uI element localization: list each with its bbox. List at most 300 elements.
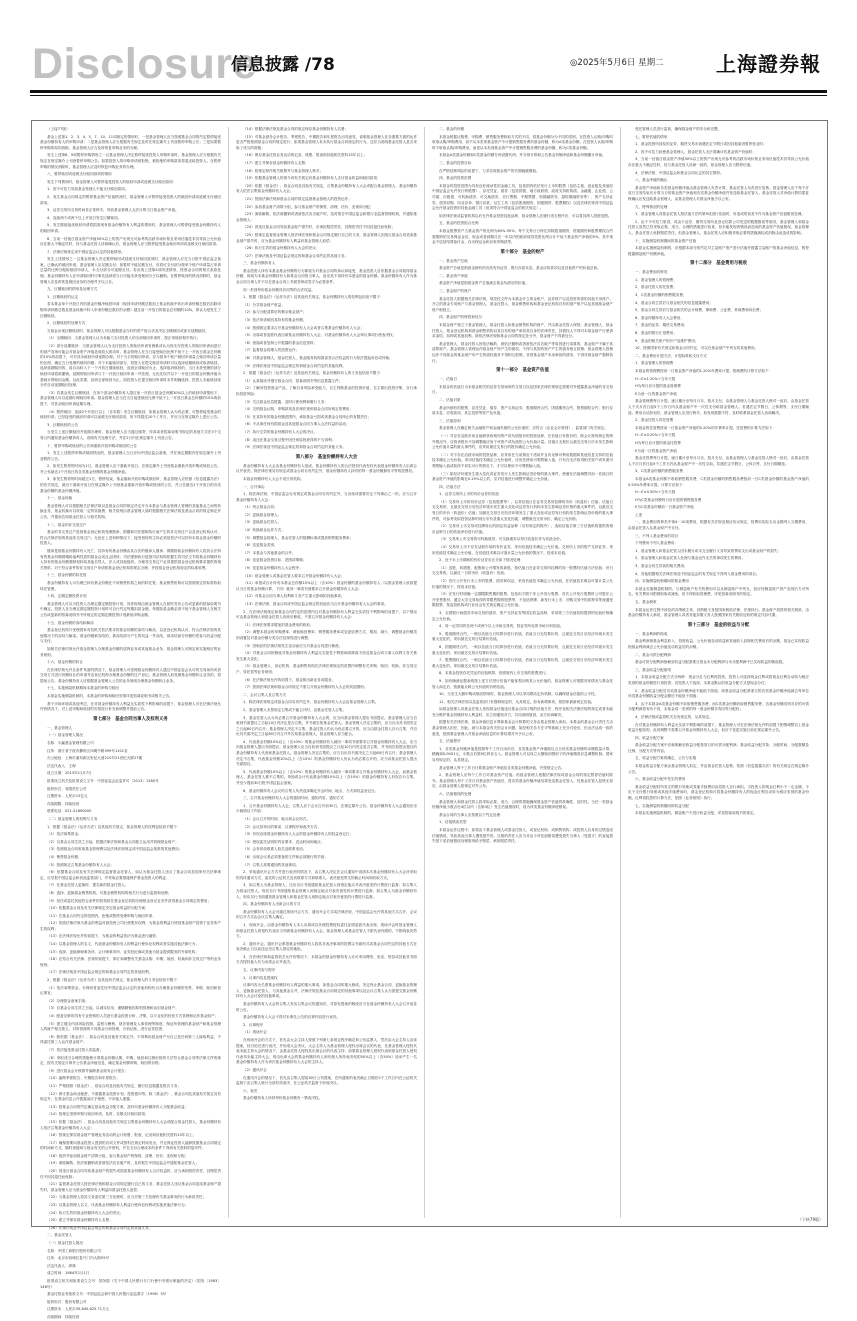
paragraph: （二）基金管理人的权利与义务: [47, 816, 98, 821]
paragraph: 当发生上述巨额赎回并延期办理时，基金管理人应当通过邮寄、传真或者招募说明书规定的其他方式在3个交易日内通知基金份额持有人，说明有关处理方法，并在2日内在规定媒介上刊登公告。: [40, 430, 221, 440]
paragraph: （2）部分延期赎回：当基金管理人认为支付投资人的赎回申请有困难或认为因支付投资人的赎回申请而进行的财产变现可能会对基金资产净值造成较大波动时，基金管理人在当日接受赎回比例不低于上一开放日基金总份额的10%的前提下，可对其余赎回申请延期办理。对于当日的赎回申请，应当按单个账户赎回申请量占赎回申请总量的比例，确定当日受理的赎回份额；对于未能赎回部分，投资人在提交赎回申请时可以选择延期赎回或取消赎回。选择延期赎回的，将自动转入下一个开放日继续赎回，直到全部赎回为止；选择取消赎回的，当日未获受理的部分赎回申请将被撤销。延期的赎回申请与下一开放日赎回申请一并处理，无优先权并以下一开放日的基金份额净值为基础计算赎回金额，以此类推，直到全部赎回为止。如投资人在提交赎回申请时未作明确选择，投资人未能赎回部分作自动延期赎回处理。: [40, 344, 221, 388]
paragraph: 3、当前一估值日基金资产净值50%以上的资产出现无可参考的活跃市场价格且采用估值技术仍导致公允价值存在重大不确定性时，经与基金托管人协商一致的，基金管理人应当暂停估值；: [628, 157, 809, 167]
paragraph: （1）认真阅读并遵守基金合同、招募说明书等信息披露文件；: [243, 378, 343, 383]
paragraph: 本基金份额持有人大会不设日常机构。: [243, 476, 305, 481]
paragraph: 二、会议召集人及召集方式: [243, 692, 287, 697]
paragraph: 本基金A类基金份额不收取销售服务费，C类基金份额的销售服务费按前一日C类基金份额的基金资产净值的0.50%年费率计提。计算方法如下：: [628, 476, 809, 487]
paragraph: （1）交易所上市的有价证券（包括股票等），以其估值日在证券交易所挂牌的市价（收盘价）估值；估值日无交易的，且最近交易日后经济环境未发生重大变化或证券发行机构未发生影响证券价格的重大事件的，以最近交易日的市价（收盘价）估值；如最近交易日后经济环境发生了重大变化或证券发行机构发生影响证券价格的重大事件的，可参考类似投资品种的现行市价及重大变化因素，调整最近交易市价，确定公允价格。: [432, 499, 613, 521]
paragraph: （4）授权委托证明的内容要求、送达时间和地点；: [243, 839, 325, 844]
paragraph: 3、如发生暂停的时间超过1日，暂停结束，基金重新开放申购或赎回时，基金管理人应依照《信息披露办法》的有关规定，最迟于重新开放日在规定媒介上刊登基金重新开放申购或赎回的公告，并公告最近1个开放日的各类基金份额的基金份额净值。: [40, 477, 221, 493]
paragraph: （22）当基金管理人将其义务委托第三方处理时，应当对第三方处理有关基金事务的行为承担责任；: [47, 1195, 207, 1200]
paragraph: 发生上述第8、9项暂停申购情形之一且基金管理人决定暂停接受投资人申购申请时，基金管理人应当根据有关规定在规定媒介上刊登暂停申购公告。如果投资人的申购申请被拒绝，被拒绝的申购款项将退还给投资人。在暂停申购的情况消除时，基金管理人应及时恢复申购业务的办理。: [40, 153, 221, 169]
paragraph: 3、基金托管人认为有必要召开基金份额持有人大会的，应当向基金管理人提出书面提议。基金管理人应当自收到书面提议之日起10日内决定是否召集，并书面告知基金托管人。基金管理人决定召集的，应当自出具书面决定之日起60日内召开；基金管理人决定不召集，基金托管人仍认为有必要召开的，应当由基金托管人自行召集，并自出具书面决定之日起60日内召开并告知基金管理人，基金管理人应当配合。: [236, 715, 417, 737]
paragraph: （1）依法募集资金，办理或者委托经中国证监会认定的其他机构代为办理基金份额的发售、申购、赎回和登记事宜；: [40, 985, 221, 996]
paragraph: 本基金的托管费按前一日基金资产净值的0.20%的年费率计提。托管费的计算方法如下：: [635, 425, 776, 430]
paragraph: 批准设立机关和批准设立文号：国务院《关于中国人民银行专门行使中央银行职能的决定》（国发〔1983〕146号）: [40, 1278, 221, 1289]
paragraph: （1）会议召开的时间、地点和会议形式；: [243, 817, 310, 821]
paragraph: （2）了解所投资基金产品，了解自身风险承受能力，自主判断基金的投资价值，自主做出投资决策，自行承担投资风险；: [236, 386, 417, 396]
paragraph: （4）转换基金运作方式；: [243, 528, 285, 533]
paragraph: 法定代表人：廖林: [47, 1263, 76, 1268]
paragraph: 基金管理人可以根据相关法律法规以及基金合同的规定决定开办本基金与基金管理人管理的其他基金之间的转换业务，基金转换可以收取一定的转换费，相关规则由基金管理人届时根据相关法律法规及基金合同的规定制定并公告，并提前告知基金托管人与相关机构。: [40, 503, 221, 520]
paragraph: 四、收益分配方案: [635, 735, 664, 740]
paragraph: 注册资本：人民币35,640,625.71万元: [47, 1307, 110, 1312]
paragraph: 本基金A类基金份额和C类基金份额分别设置代码，并分别计算和公告基金份额净值和基金份额累计净值。: [439, 153, 606, 158]
paragraph: （2）调整本基金的申购费率、调低赎回费率、销售服务费率或变更收费方式，增加、减少、调整基金份额类别设置及对基金份额分类办法及规则进行调整；: [236, 630, 417, 640]
paragraph: 6、国债期货合约，一般以估值当日结算价进行估值，估值当日无结算价的，且最近交易日后经济环境未发生重大变化的，采用最近交易日结算价估值。: [432, 644, 613, 655]
paragraph: （8）选择、更换基金销售机构，对基金销售机构的相关行为进行监督和处理；: [47, 890, 172, 895]
section-heading: 第十三部分 基金的收益与分配: [687, 622, 750, 628]
paragraph: 1、巨额赎回的认定: [47, 294, 79, 299]
paragraph: 2、根据《基金法》《运作办法》及其他有关规定，基金份额持有人的义务包括但不限于：: [243, 371, 384, 376]
paragraph: （7）召集人需要通知的其他事项。: [243, 862, 300, 867]
paragraph: 基金投资人持有本基金基金份额的行为即视为对基金合同的承认和接受，基金投资人自依据基金合同取得基金份额，即成为本基金份额持有人和基金合同的当事人，直至其不再持有本基金的基金份额。基金份额持有人作为基金合同当事人并不以在基金合同上书面签章或签字为必要条件。: [236, 268, 417, 285]
paragraph: 十、暂停申购或赎回的公告和重新开放申购或赎回的公告: [47, 443, 137, 448]
paragraph: 1、根据《基金法》《运作办法》及其他有关规定，基金份额持有人的权利包括但不限于：: [243, 295, 384, 300]
paragraph: 二、估值对象: [439, 397, 461, 402]
paragraph: 1、证券交易所上市的有价证券的估值: [439, 492, 499, 497]
paragraph: 3、全国银行间债券市场交易的债券、资产支持证券等固定收益品种，采用第三方估值机构提供的估值价格确定公允价值。: [432, 610, 613, 621]
paragraph: （13）法律法规、基金合同或中国证监会规定的其他应当召开基金份额持有人大会的事项。: [243, 602, 388, 606]
paragraph: （9）进行基金会计核算并编制基金财务会计报告；: [47, 1068, 129, 1073]
paragraph: 基金管理人、基金托管人因依法解散、被依法撤销或者被依法宣告破产等原因进行清算的，基金财产不属于其清算财产。基金管理人管理运作基金财产所产生的债权，不得与其固有资产产生的债务相互抵销；基金管理人管理运作不同基金的基金财产所产生的债权债务不得相互抵销。非因基金财产本身承担的债务，不得对基金财产强制执行。: [432, 341, 613, 363]
paragraph: （18）组织并参加基金财产清算小组，参与基金财产的保管、清理、估价、变现和分配；: [47, 1153, 189, 1158]
paragraph: （上接77版）: [47, 127, 70, 131]
paragraph: 4、基金合同生效后与基金相关的信息披露费用；: [635, 300, 713, 305]
paragraph: 上述: [635, 512, 643, 517]
paragraph: 基金资产总值是指基金拥有的各类有价证券、银行存款本息、基金应收款项以及其他资产的价值总和。: [439, 266, 601, 271]
paragraph: 3、C类基金份额的销售服务费；: [635, 293, 687, 298]
paragraph: （12）依照法律法规为基金的利益对被投资公司行使股东权利，为基金的利益行使因基金财产投资于证券所产生的权利；: [40, 921, 221, 931]
paragraph: 7、股票期权合约，一般以估值当日结算价进行估值，估值当日无结算价的，且最近交易日后经济环境未发生重大变化的，采用最近交易日结算价估值。: [432, 658, 613, 668]
paragraph: 6、当前一估值日基金资产净值50%以上的资产出现无可参考的活跃市场价格且采用估值技术仍导致公允价值存在重大不确定性时，经与基金托管人协商确认后，基金管理人应当暂停接受基金赎回申请或延缓支付赎回款项。: [40, 236, 221, 247]
paragraph: 2、基金托管人的托管费: [635, 418, 674, 423]
paragraph: （4）按照规定要求召开基金份额持有人大会或者召集基金份额持有人大会；: [243, 325, 364, 330]
paragraph: 基金资产净值和各类基金份额净值由基金管理人负责计算，基金托管人负责进行复核。基金管理人应于每个开放日交易结束后计算当日的基金资产净值和各类基金份额净值并发送给基金托管人。基金托管人对净值计算结果复核确认后发送给基金管理人，由基金管理人对基金净值予以公布。: [628, 185, 809, 201]
masthead-rule-thin: [30, 95, 827, 96]
paragraph: 二、基金费用计提方法、计提标准和支付方式: [635, 353, 707, 358]
paragraph: 在现场开会的方式下，首先由大会主持人按照下列第七条规定程序确定和公布监票人，然后由大会主持人宣读提案，经讨论后进行表决，并形成大会决议。大会主持人为基金管理人授权出席会议的代表，在基金管理人授权代表未能主持大会的情况下，由基金托管人授权其出席会议的代表主持；如果基金管理人授权代表和基金托管人授权代表均未能主持大会，则由出席大会的基金份额持有人和代理人所持表决权的50%以上（含50%）选举产生一名基金份额持有人作为该次基金份额持有人大会的主持人。: [236, 1038, 417, 1065]
paragraph: 3、如召集人为基金管理人，还应另行书面通知基金托管人到指定地点对表决意见的计票进行监督；如召集人为基金托管人，则应另行书面通知基金管理人到指定地点对表决意见的计票进行监督；如召集人为基金份额持有人，则应另行书面通知基金管理人和基金托管人到指定地点对表决意见的计票进行监督。: [236, 883, 417, 899]
paragraph: （2）参与分配清算后的剩余基金财产；: [243, 310, 307, 315]
paragraph: 成立时间：1984年1月1日: [47, 1271, 90, 1276]
paragraph: （3）自基金合同生效之日起，以诚实信用、谨慎勤勉的原则管理和运用基金财产；: [47, 1006, 179, 1011]
paragraph: 本基金实施侧袋机制的，应根据本部分的约定对主袋账户资产进行估值并披露主袋账户的基金净值信息，暂停披露侧袋账户份额净值。: [628, 246, 809, 256]
paragraph: 1、各类基金份额净值是按照每个工作日闭市后，各类基金资产净值除以当日该类基金份额的余额数量计算，精确到0.0001元，小数点后第5位四舍五入。基金管理人可以设立大额赎回情形下的净值精度应急调整机制。国家另有规定的，从其规定。: [432, 746, 613, 763]
paragraph: （11）在基金合同约定的范围内，拒绝或暂停受理申购与赎回申请；: [47, 913, 156, 918]
paragraph: （13）按基金合同的约定确定基金收益分配方案，及时向基金份额持有人分配基金收益；: [47, 1104, 189, 1109]
paragraph: （17）法律法规及中国证监会规定的和基金合同约定的其他权利。: [47, 970, 153, 975]
paragraph: 住所：北京市西城区复兴门内大街55号: [47, 1256, 110, 1261]
paragraph: 基金收益分配时所发生的银行转账或其他手续费用由投资人自行承担。当投资人的现金红利小于一定金额，不足于支付银行转账或其他手续费用时，基金登记机构可将基金份额持有人的现金红利自动转为相应类别的基金份额。红利再投资的计算方法，依照《业务规则》执行。: [628, 784, 809, 801]
paragraph: 本基金的管理费按前一日基金资产净值的1.20%年费率计提。管理费的计算方法如下：: [635, 369, 773, 373]
paragraph: 1、基金管理人的管理费；: [635, 277, 677, 282]
paragraph: （3）依法申请赎回其持有的基金份额；: [243, 318, 307, 323]
paragraph: 基金份额持有人大会不得对未事先公告的议事内容进行表决。: [243, 1015, 341, 1020]
paragraph: （18）按规定制作相关账册并与基金管理人核对；: [243, 168, 324, 173]
paragraph: 十一、基金转换: [47, 496, 73, 501]
paragraph: （23）以基金管理人名义，代表基金份额持有人利益行使诉讼权利或实施其他法律行为；: [47, 1203, 189, 1208]
paragraph: 在法律法规允许且条件具备的情况下，基金管理人可受理基金份额持有人通过中国证监会认可的交易场所或者交易方式进行份额转让的申请并由登记机构办理基金份额的过户登记。基金管理人拟受理基金份额转让业务的，将提前公告，基金份额持有人应根据基金管理人公告的业务规则办理基金份额转让业务。: [40, 667, 221, 683]
paragraph: 1、基金管理人或基金托管人按估值方法的第9项进行估值时，所造成的误差不作为基金资产估值错误处理。: [635, 212, 805, 217]
paragraph: 基金托管费每日计提，逐日累计至每月月末，按月支付，由基金管理人与基金托管人核对一致后，由基金托管人于次月首日起5个工作日内从基金财产中一次性支取。若遇法定节假日、公休日等，支付日期顺延。: [628, 456, 809, 466]
paragraph: 六、表决: [243, 1088, 258, 1093]
paragraph: （5）调整基金管理人、基金托管人的报酬标准或提高销售服务费率；: [243, 535, 354, 540]
paragraph: 本基金运作过程中，如果由于基金管理人或基金托管人、或登记机构、或销售机构、或投资人自身的过错造成估值错误，导致其他当事人遭受损失的，过错的责任人应当对由于该估值错误遭受损失当事人（受损方）的直接损失按下述估值错误处理原则给予赔偿，承担赔偿责任。: [432, 827, 613, 844]
paragraph: 基金管理人可以为投资人办理定期定额投资计划，具体规则由基金管理人在届时发布公告或更新的招募说明书中确定。投资人在办理定期定额投资计划时可自行约定每期扣款金额，每期扣款金额必须不低于基金管理人在相关公告或更新的招募说明书中所规定的定期定额投资计划最低申购金额。: [40, 601, 221, 617]
paragraph: E为前一日的基金资产净值: [635, 391, 677, 396]
paragraph: （3）有权出席基金份额持有人大会的基金份额持有人的权益登记日；: [243, 832, 354, 837]
paragraph: 根据有关法律法规，基金净值信息计算和基金会计核算的义务由基金管理人承担。本基金的基金会计责任方由基金管理人担任，因此，就与本基金有关的会计问题，如经相关各方在平等基础上充分讨论后，仍无法达成一致的意见，按照基金管理人对基金净值信息的计算结果对外予以公布。: [432, 720, 613, 736]
paragraph: （16）在符合有关法律、法规的前提下，制订和调整有关基金认购、申购、赎回、转换和非交易过户等的业务规则；: [40, 957, 221, 967]
paragraph: 四、基金的投资范围: [439, 176, 472, 181]
paragraph: 八、暂停赎回或延缓支付赎回款项的情形: [47, 172, 112, 177]
paragraph: 9、基金的相关账户的开户及维护费用；: [635, 338, 699, 343]
paragraph: （6）除依据《基金法》、基金合同及其他有关规定外，不得利用基金财产为自己及任何第三人谋取利益，不得委托第三人运作基金财产；: [40, 1034, 221, 1045]
paragraph: （21）监督基金托管人按法律法规和基金合同规定履行自己的义务，基金托管人违反基金合同造成基金财产损失时，基金管理人应为基金份额持有人利益向基金托管人追偿；: [40, 1182, 221, 1192]
paragraph: （23）面临解散、依法被撤销或者被依法宣告破产时，及时报告中国证监会和银行业监督管理机构，并通知基金管理人；: [236, 212, 417, 222]
paragraph: 1、除法律法规、中国证监会另有规定或基金合同另有约定外，当出现或需要决定下列事由之一的，应当召开基金份额持有人大会：: [236, 492, 417, 502]
paragraph: （25）按规定监督基金管理人按法律法规和基金合同规定履行自己的义务，基金管理人因违反基金合同造成基金财产损失时，应为基金份额持有人利益向基金管理人追偿；: [236, 232, 417, 243]
paragraph: 若本基金单个开放日内的基金份额净赎回申请（赎回申请份额总数加上基金转换中转出申请份额总数后扣除申购申请份额总数及基金转换中转入申请份额总数后的余额）超过前一开放日的基金总份额的10%，即认为是发生了巨额赎回。: [40, 302, 221, 318]
paragraph: 4、其他根据相关法律法规及中国证监会的有关规定不得列入基金费用的项目。: [635, 571, 760, 576]
continuation-tag: （下转79版）: [797, 1217, 823, 1222]
paragraph: 二、基金托管人: [47, 1233, 73, 1238]
paragraph: （7）执行生效的基金份额持有人大会的决议；: [243, 429, 318, 434]
paragraph: 5、代表基金份额10%以上（含10%）的基金份额持有人就同一事项要求召开基金份额持有人大会，而基金管理人、基金托管人都不召集的，单独或合计代表基金份额10%以上（含10%）的基金份额持有人有权自行召集，并至少提前30日报中国证监会备案。: [236, 769, 417, 786]
paragraph: 1、基金投资所涉及的证券、期货交易市场遇法定节假日或因其他原因暂停营业时；: [635, 142, 767, 147]
paragraph: 四、基金财产的保管和处分: [439, 315, 483, 320]
paragraph: 2、处于未上市期间的有价证券应区分如下情况处理：: [439, 558, 524, 563]
paragraph: （2）自基金合同生效之日起，根据法律法规和基金合同独立运用并管理基金财产；: [47, 839, 179, 844]
paragraph: （10）编制季度报告、中期报告和年度报告；: [47, 1076, 120, 1081]
paragraph: （5）建立健全内部风险控制、监察与稽核、财务管理及人事管理等制度，保证所管理的基金财产和基金管理人的财产相互独立，对所管理的不同基金分别管理，分别记账，进行证券投资；: [40, 1021, 221, 1032]
paragraph: 九、巨额赎回的情形及处理方式: [47, 287, 98, 292]
paragraph: H为每日应计提的基金托管费: [635, 440, 681, 445]
paragraph: （16）按规定保存基金财产管理业务活动的会计账册、报表、记录和其他相关资料15年以上；: [47, 1133, 197, 1138]
paragraph: 基金份额持有人可办理已持有基金份额在不同销售机构之间的转托管，基金销售机构可以按照规定的标准收取转托管费。: [40, 580, 221, 591]
paragraph: 2、基金管理人和基金托管人处理与基金运作无关的事项发生的费用；: [635, 556, 746, 561]
paragraph: 九、特殊情况的处理: [635, 204, 668, 209]
paragraph: 三、召开基金份额持有人大会的通知时间、通知内容、通知方式: [243, 796, 344, 801]
paragraph: 1、现场开会。由基金份额持有人本人出席或以代理投票授权委托证明委派代表出席，现场开会时基金管理人和基金托管人的授权代表应当列席基金份额持有人大会，基金管理人或基金托管人不派代表列席的，不影响表决效力。: [236, 922, 417, 939]
paragraph: 4、代表基金份额10%以上（含10%）的基金份额持有人就同一事项书面要求召开基金份额持有人大会，应当向基金管理人提出书面提议。基金管理人应当自收到书面提议之日起10日内决定是否召集，并书面告知提出提议的基金份额持有人代表和基金托管人。基金管理人决定召集的，应当自出具书面决定之日起60日内召开；基金管理人决定不召集，代表基金份额10%以上（含10%）的基金份额持有人仍认为有必要召开的，应当向基金托管人提出书面提议。: [236, 739, 417, 767]
paragraph: （26）法律法规及中国证监会规定的和基金合同约定的其他义务。: [47, 1225, 153, 1230]
paragraph: 本基金根据认购费、申购费、销售服务费收取方式的不同，将基金份额分为不同的类别。在投资人认购/申购时收取认购/申购费用，但不从本类别基金资产中计提销售服务费的基金份额，称为A类基金份额；在投资人认购/申购时不收取认购/申购费用，而是从本类别基金资产中计提销售服务费的基金份额，称为C类基金份额。: [432, 134, 613, 150]
paragraph: 名称：永赢基金管理有限公司: [47, 741, 94, 746]
paragraph: 4、法律法规、中国证监会和基金合同认定的其它情形。: [635, 170, 724, 175]
paragraph: （7）依法接受基金托管人的监督；: [47, 1047, 104, 1052]
paragraph: 一、基金费用的种类中第4－10项费用，根据有关法规及相应协议规定，按费用实际支出金额列入当期费用，由基金托管人从基金财产中支付。: [628, 520, 809, 531]
paragraph: （6）出席会议者必须准备的文件和必须履行的手续；: [243, 854, 328, 859]
paragraph: 十五、基金份额的冻结和解冻: [47, 620, 94, 625]
paragraph: 发生上述情形之一且基金管理人决定暂停赎回或延缓支付赎回款项时，基金管理人应在当日报中国证监会备案，已确认的赎回申请，基金管理人应足额支付；如暂时不能足额支付，应将可支付部分按单个账户申请量占申请总量的比例分配给赎回申请人，未支付部分可延期支付。若出现上述第4项所述情形，按基金合同的相关条款处理。基金份额持有人在申请赎回时可事先选择将当日可能未获受理部分予以撤销。在暂停赎回的情况消除时，基金管理人应及时恢复赎回业务的办理并予以公告。: [40, 257, 221, 284]
paragraph: （21）按照法律法规和基金合同的规定监督基金管理人的投资运作；: [243, 196, 352, 201]
paragraph: 十、实施侧袋机制期间的基金资产估值: [635, 238, 697, 243]
paragraph: E为前一日的基金资产净值: [635, 448, 677, 453]
paragraph: 3、巨额赎回的公告: [47, 422, 79, 427]
paragraph: 10、按照国家有关规定和基金合同约定，可以在基金财产中列支的其他费用。: [635, 346, 759, 351]
text-column-2: [236, 127, 417, 1218]
paragraph: 2、议事程序: [243, 1022, 264, 1027]
paragraph: 5、发生继续接受赎回申请将损害现有基金份额持有人利益的情形时，基金管理人可暂停接受基金份额持有人的赎回申请。: [40, 223, 221, 233]
paragraph: 本基金财产独立于基金管理人、基金托管人和基金销售机构的财产，并由基金托管人保管。基金管理人、基金托管人、基金登记机构和基金销售机构以其自有的财产承担其自身的法律责任，其债权人不得对本基金财产行使请求冻结、扣押或其他权利。除依法律法规和基金合同的规定处分外，基金财产不得被处分。: [432, 323, 613, 339]
paragraph: （5）按照规定召集基金份额持有人大会；: [47, 862, 114, 867]
paragraph: （4）销售基金份额；: [47, 854, 82, 859]
column-divider: [620, 127, 621, 1218]
paragraph: 基金管理费每日计提，逐日累计至每月月末，按月支付，由基金管理人与基金托管人核对一致后，由基金托管人于次月首日起5个工作日内从基金财产中一次性支付给基金管理人。若遇法定节假日、公休假等，支付日期顺延。费用自动扣划后，基金管理人应进行核对，如发现数据不符，及时联系基金托管人协商解决。: [628, 399, 809, 415]
paragraph: 5、股指期货合约，一般以估值当日结算价进行估值，估值当日无结算价的，且最近交易日后经济环境未发生重大变化的，采用最近交易日结算价估值。: [432, 631, 613, 642]
paragraph: 1、除法律法规规定或基金合同另有约定外，基金份额持有人大会由基金管理人召集。: [243, 700, 379, 705]
paragraph: 2、采取通讯开会方式并进行表决的情况下，由召集人决定在会议通知中说明本次基金份额持有人大会所采取的具体通讯方式、委托的公证机关及其联系方式和联系人、表决意见寄交的截止时间和收取方式。: [236, 870, 417, 880]
paragraph: 十六、基金份额的转让: [47, 660, 83, 665]
paragraph: 注册资本：人民币15亿元: [47, 794, 88, 799]
paragraph: 基金合同的当事人应按照以下约定处理：: [439, 812, 504, 817]
paragraph: 五、估值程序: [439, 739, 461, 744]
paragraph: 二、基金资产净值: [439, 273, 468, 278]
paragraph: （8）变更基金投资目标、范围或策略；: [243, 558, 307, 563]
paragraph: （2）更换基金管理人；: [243, 512, 282, 517]
paragraph: 一、基金管理人: [47, 725, 73, 730]
paragraph: 住所：浙江省宁波市鄞州区四明中路399号1101室: [47, 748, 128, 753]
paragraph: 6、基金份额持有人会议的召集人负责选择确定开会时间、地点、方式和权益登记日。: [243, 788, 379, 793]
paragraph: （5）会务常设联系人姓名及联系电话；: [243, 847, 307, 852]
paragraph: （5）出席或者委派代表出席基金份额持有人大会，对基金份额持有人大会审议事项行使表决权；: [243, 333, 397, 338]
paragraph: 基于市场环境或其他考虑，在对基金份额持有人利益无实质性不利影响的前提下，基金管理人可在法律法规允许的情况下，对上述申购和赎回的安排进行补充和调整并提前公告。: [40, 701, 221, 712]
paragraph: 2、如发生暂停的时间为1日，基金管理人应于重新开放日，在规定媒介上刊登基金重新开放申购或赎回公告，并公布最近1个开放日的各类基金份额的基金份额净值。: [40, 464, 221, 474]
paragraph: （6）在法律法规允许的前提下，基金推出新业务或服务；: [243, 677, 336, 682]
paragraph: 2、在法律法规规定和基金合同约定的范围内且对基金份额持有人利益无实质性不利影响的前提下，以下情况可由基金管理人和基金托管人协商后修改，不需召开基金份额持有人大会：: [236, 609, 417, 620]
paragraph: （22）参加基金财产清算小组，参与基金财产的保管、清理、估价、变现和分配；: [243, 204, 374, 209]
paragraph: 基金管理人和基金托管人将采取必要、适当、合理的措施确保基金资产估值的准确性、及时性。当任一类基金份额净值小数点后4位以内（含第4位）发生估值错误时，视为该类基金份额净值错误。: [432, 799, 613, 810]
paragraph: （8）返还在基金交易过程中因任何原因获得的不当得利；: [243, 437, 336, 442]
paragraph: （6）依据基金合同及有关法律规定监督基金托管人，如认为基金托管人违反了基金合同及国家有关法律规定，应呈报中国证监会和其他监管部门，并采取必要措施保护基金投资人的利益；: [40, 870, 221, 880]
paragraph: （7）在基金托管人更换时，提名新的基金托管人；: [47, 883, 129, 888]
paragraph: 三、基金的投资目标: [439, 160, 472, 165]
paragraph: （3）因相应的法律法规发生变动而应当对基金合同进行修改；: [243, 643, 343, 648]
paragraph: 八、基金净值的确认: [635, 178, 668, 183]
paragraph: （15）依据《基金法》、基金合同及其他有关规定召集基金份额持有人大会或配合基金托管人、基金份额持有人依法召集基金份额持有人大会；: [40, 1119, 221, 1130]
paragraph: 五、议事内容与程序: [243, 968, 276, 973]
paragraph: 一、召开事由: [243, 484, 265, 489]
paragraph: （3）若基金发生巨额赎回，在单个基金份额持有人超过前一开放日基金总份额30%以上的赎回申请情形下，基金管理人可以延期办理赎回申请。基金管理人应当在当日接受赎回比例不低于上一开放日基金总份额的10%的前提下，对其余赎回申请延期办理。: [40, 390, 221, 406]
section-heading: 第七部分 基金合同当事人及权利义务: [93, 716, 168, 722]
paragraph: 五、基金税收: [635, 600, 657, 604]
paragraph: 存续期间：持续经营: [47, 1314, 80, 1319]
paragraph: （8）对基金管理人、基金托管人、基金服务机构损害其合法权益的行为依法提起诉讼或仲裁；: [243, 356, 393, 360]
paragraph: （14）以基金管理人的名义，代表基金份额持有人的利益行使诉讼权利或者实施其他法律行为；: [47, 942, 199, 947]
paragraph: （25）建立并保存基金份额持有人名册；: [47, 1218, 113, 1223]
paragraph: 2、发生基金合同规定的暂停基金资产估值情况时，基金管理人可暂停接受投资人的赎回申请或延缓支付赎回款项。: [40, 194, 221, 205]
paragraph: 2、基金托管人的托管费；: [635, 285, 677, 290]
paragraph: 3、证券交易所交易时间非正常停市，导致基金管理人无法计算当日基金资产净值。: [47, 208, 179, 213]
paragraph: 8、基金的银行汇划费用；: [635, 331, 677, 336]
paragraph: （1）终止基金合同；: [243, 505, 278, 510]
paragraph: 法定代表人：王海: [47, 763, 76, 768]
paragraph: （14）按规定受理申购与赎回申请，及时、足额支付赎回款项；: [47, 1112, 149, 1117]
paragraph: 办公地址：上海市浦东新区世纪大道210号21世纪大厦27楼: [47, 756, 143, 761]
paragraph: 本基金的投资范围为具有良好流动性的金融工具，包括国内依法发行上市的股票（包括主板、创业板及其他经中国证监会允许发行的股票）、存托凭证、债券（包括国债、地方政府债、政府支持机构债、金融债、企业债、公司债、次级债、可转换债券、可交换债券、央行票据、中期票据、短期融资券、超短期融资券等）、资产支持证券、债券回购、同业存单、银行存款、衍生工具（包括股指期货、国债期货、股票期权）以及法律法规或中国证监会允许基金投资的其他金融工具（但须符合中国证监会的相关规定）。: [432, 183, 613, 211]
paragraph: （24）执行生效的基金份额持有人大会的决议；: [47, 1210, 124, 1215]
paragraph: （10）依据基金合同及有关法律规定决定基金收益的分配方案；: [47, 906, 149, 911]
paragraph: 如法律法规或监管机构以后允许基金投资其他品种，基金管理人在履行适当程序后，可以将其纳入投资范围。: [439, 213, 612, 218]
paragraph: （3）依照基金合同收取基金管理费以及法律法规规定或中国证监会批准的其他费用；: [47, 847, 183, 852]
paragraph: 2、巨额赎回的处理方式: [47, 321, 86, 326]
paragraph: 1、本基金收益分配方式分两种：现金分红与红利再投资，投资人可选择现金红利或将现金红利自动转为相应类别的基金份额进行再投资；若投资人不选择，本基金默认的收益分配方式是现金分红；: [628, 675, 809, 685]
paragraph: （20）依据《基金法》、基金合同及其他有关规定，召集基金份额持有人大会或配合基金管理人、基金份额持有人依法召集基金份额持有人大会；: [236, 183, 417, 194]
paragraph: 下列费用不列入基金费用：: [635, 541, 679, 546]
paragraph: （17）确保需要向基金投资人提供的各项文件或资料在规定时间发出，并且保证投资人能够按照基金合同规定的时间和方式，随时查阅到与基金有关的公开资料，并在支付合理成本的条件下得到有关资料的复印件；: [40, 1140, 221, 1151]
paragraph: 本基金实施侧袋机制的，本基金的申购和赎回安排详见招募说明书或相关公告。: [47, 694, 173, 699]
paragraph: 4、连续两个或两个以上开放日发生巨额赎回。: [47, 215, 122, 220]
paragraph: 基金的非交易过户是指基金登记机构受理继承、捐赠和司法强制执行而产生的非交易过户以及登记机构认可、符合法律法规的其他非交易过户。无论在上述何种情况下，接受划转的主体必须是依法可以持有本基金基金份额的投资人。: [40, 530, 221, 546]
paragraph: （8）采取适当合理的措施使计算基金份额认购、申购、赎回和注销价格的方法符合基金合同等法律文件的规定，按有关规定计算并公告基金净值信息，确定基金份额申购、赎回的价格；: [40, 1055, 221, 1066]
paragraph: （9）法律法规及中国证监会规定的和基金合同约定的其他权利。: [243, 363, 346, 368]
paragraph: 七、实施侧袋机制期间的收益分配: [635, 803, 689, 808]
paragraph: 1、基金管理人的管理费: [635, 361, 674, 366]
paragraph: 2、因不可抗力致使基金管理人、基金托管人无法准确评估基金资产价值时；: [635, 149, 756, 154]
section-heading: 第十一部分 基金资产估值: [496, 368, 549, 374]
paragraph: （15）选择、更换律师事务所、会计师事务所、证券经纪商或其他为基金提供服务的外部机构；: [47, 949, 199, 954]
paragraph: （6）不从事任何有损基金及其他基金合同当事人合法权益的活动；: [243, 422, 350, 427]
paragraph: 4、法律法规或监管机关另有规定的，从其规定。: [635, 714, 713, 719]
paragraph: （7）本基金与其他基金的合并；: [243, 550, 296, 555]
paragraph: 1、发生上述暂停申购或赎回情况的，基金管理人当日应向中国证监会备案，并在规定期限内在规定媒介上刊登暂停公告。: [40, 451, 221, 461]
paragraph: 三、估值原则: [439, 418, 461, 423]
paragraph: 本基金收益分配方案由基金管理人拟定，并由基金托管人复核，依照《信息披露办法》的有关规定在规定媒介公告。: [628, 764, 809, 774]
paragraph: 六、估值错误的处理: [439, 792, 472, 796]
paragraph: 一、基金费用的种类: [635, 270, 668, 275]
paragraph: 3、由于本基金A类基金份额不收取销售服务费，而C类基金份额收取销售服务费，各基金份额类别对应的可供分配利润将有所不同，本基金同一类别的每一基金份额享有同等分配权；: [628, 701, 809, 712]
paragraph: 三、基金财产的账户: [439, 289, 472, 294]
paragraph: 一、基金资产总值: [439, 258, 468, 263]
paragraph: 六、基金收益分配中发生的费用: [635, 777, 686, 782]
paragraph: 11、相关法律法规以及监管部门有强制规定的，从其规定。如有新增事项，按国家最新规定估值。: [439, 699, 595, 704]
paragraph: 名称：中国工商银行股份有限公司: [47, 1248, 101, 1253]
paragraph: （6）查阅或者复制公开披露的基金信息资料；: [243, 340, 318, 345]
paragraph: 五、收益分配方案的确定、公告与实施: [635, 756, 697, 761]
paragraph: 基金份额持有人大会可通过现场开会方式、通讯开会方式或法律法规、中国证监会允许的其他方式召开，会议的召开方式由会议召集人确定。: [236, 909, 417, 920]
paragraph: （19）面临解散、依法被撤销或者被依法宣告破产时，及时报告中国证监会并通知基金托管人；: [47, 1161, 199, 1166]
paragraph: （5）在其持有的基金份额范围内，承担基金亏损或者基金合同终止的有限责任；: [243, 414, 372, 419]
paragraph: 1、召开基金份额持有人大会，召集人应于会议召开前30日，在规定媒介公告。基金份额持有人大会通知应至少载明以下内容：: [236, 803, 417, 814]
paragraph: 9、如有确凿证据表明按上述方法进行估值不能客观反映其公允价值的，基金管理人可根据具体情况与基金托管人商定后，按最能反映公允价值的价格估值。: [432, 678, 613, 689]
paragraph: H为C类基金份额每日应计提的销售服务费: [635, 497, 702, 502]
column-divider: [228, 127, 229, 1218]
paragraph: 基金利润指基金利息收入、投资收益、公允价值变动收益和其他收入扣除相关费用后的余额，基金已实现收益指基金利润减去公允价值变动收益后的余额。: [628, 639, 809, 649]
paragraph: （1）送股、转增股、配股和公开增发的新股，按估值日在证券交易所挂牌的同一股票的估值方法估值；该日无交易的，以最近一日的市价（收盘价）估值；: [432, 565, 613, 576]
column-divider: [424, 127, 425, 1218]
paragraph: （2）会议拟审议的事项、议事程序和表决方式；: [243, 824, 321, 829]
paragraph: 四、估值方法: [439, 484, 461, 489]
paragraph: 在严格控制风险的前提下，力求实现基金资产的长期稳健增值。: [439, 168, 540, 173]
paragraph: 基金资产净值是指基金资产总值减去基金负债后的价值。: [439, 281, 529, 286]
paragraph: （15）对基金财务会计报告、季度报告、中期报告和年度报告出具意见，说明基金管理人在各重要方面的运作是否严格按照基金合同的规定进行；如果基金管理人有未执行基金合同规定的行为，还应当说明基金托管人是否采取了适当的措施；: [236, 134, 417, 150]
paragraph: 3、基金合同生效前的相关费用；: [635, 564, 688, 569]
paragraph: （16）保存基金托管业务活动的记录、账册、报表和其他相关资料15年以上；: [243, 153, 368, 158]
paragraph: （2）办理基金备案手续；: [47, 998, 89, 1003]
paragraph: 批准设立机关及批准设立文号：中国证监会证监许可〔2013〕1280号: [47, 779, 159, 783]
paragraph: 三、不列入基金费用的项目: [635, 533, 679, 538]
paragraph: 2、由于不可抗力原因，或由于证券、期货交易所及登记结算公司发送的数据错误等原因，基金管理人和基金托管人虽然已经采取必要、适当、合理的措施进行检查，但未能发现该错误而造成的基金资产估值错误，基金管理人、基金托管人免除赔偿责任。但基金管理人、基金托管人应积极采取必要的措施减轻或消除由此造成的影响。: [628, 219, 809, 235]
paragraph: 四、基金份额持有人出席会议的方式: [243, 902, 301, 907]
paragraph: （11）单独或合计持有本基金总份额10%以上（含10%）基金份额的基金份额持有人（以基金管理人收到提议当日的基金份额计算，下同）就同一事项书面要求召开基金份额持有人大会；: [236, 581, 417, 591]
paragraph: 2、基金收益分配后各类基金份额净值不能低于面值；即基金收益分配基准日的各类基金份额净值减去每单位该类基金份额收益分配金额后不能低于面值；: [628, 688, 809, 699]
paragraph: 2、根据《基金法》《运作办法》及其他有关规定，基金管理人的义务包括但不限于：: [47, 978, 181, 983]
paragraph: H＝E×1.20%÷当年天数: [635, 376, 676, 381]
paragraph: 1、议事内容及提案权: [243, 975, 278, 980]
paragraph: （1）现场开会: [243, 1030, 267, 1035]
paragraph: 3、在法律法规和监管机关允许的情况下，本基金的基金份额持有人亦可采用网络、电话、短信或其他非书面方式授权他人代为出席会议并表决。: [236, 954, 417, 965]
paragraph: 2、通讯开会。通讯开会系指基金份额持有人将其对表决事项的投票以书面形式或基金合同约定的其他方式在表决截止日以前送达至召集人指定的地址。: [236, 941, 417, 952]
paragraph: （3）交易所上市交易的可转换债券、可交换债券以每日收盘价作为估值全价。: [439, 537, 564, 542]
paragraph: 十三、基金份额的转托管: [47, 573, 87, 578]
section-wordmark: Disclosure: [32, 40, 257, 88]
paragraph: 本基金实施侧袋机制的，侧袋账户不进行收益分配，详见招募说明书的规定。: [635, 811, 758, 816]
paragraph: （27）法律法规及中国证监会规定的和基金合同约定的其他义务。: [243, 253, 349, 258]
paragraph: （4）交易所上市不存在活跃市场的有价证券，采用估值技术确定公允价值。交易所上市的资产支持证券，采用估值技术确定公允价值，在估值技术难以可靠计量公允价值的情况下，按成本估值。: [432, 545, 613, 555]
paragraph: （三）如经济环境发生重大变化或证券发行人发生影响证券价格的重大事件，使潜在估值调整对前一估值日的基金资产净值的影响在0.25%以上的，应对估值进行调整并确定公允价值。: [432, 471, 613, 482]
paragraph: （20）因违反基金合同导致基金财产的损失或损害基金份额持有人合法权益时，应当承担赔偿责任，其赔偿责任不因其退任而免除；: [40, 1169, 221, 1179]
paragraph: 1、基金管理人和基金托管人因未履行或未完全履行义务导致的费用支出或基金财产的损失；: [635, 548, 782, 553]
paragraph: （1）依法募集资金；: [47, 832, 82, 837]
paragraph: 基金所拥有的股票、存托凭证、债券、资产支持证券、股指期货合约、国债期货合约、股票期权合约、银行存款本息、应收款项、其它投资等资产及负债。: [432, 405, 613, 416]
paragraph: （9）担任或委托其他符合条件的机构担任基金登记机构办理基金登记业务并获得基金合同规定的费用；: [47, 898, 212, 903]
paragraph: （7）按照法律法规和基金合同规定不需召开基金份额持有人大会的其他情形。: [243, 685, 368, 690]
paragraph: （24）因违反基金合同导致基金财产损失时，应承担赔偿责任，其赔偿责任不因其退任而免除；: [243, 225, 395, 230]
paragraph: （9）变更基金份额持有人大会程序；: [243, 566, 303, 571]
paragraph: 8、本基金投资存托凭证的估值核算，依照境内上市交易的股票进行。: [439, 671, 550, 676]
paragraph: （一）对存在活跃市场且能够获取相同资产或负债报价的投资品种，在估值日有报价的，除会计准则规定的例外情况外，应将该报价不加调整地应用于该资产或负债的公允价值计量。估值日无报价且最近交易日后未发生影响公允价值计量的重大事件的，应采用最近交易日的报价确定公允价值。: [432, 433, 613, 450]
paragraph: 二、基金可供分配利润: [635, 652, 671, 657]
paragraph: 10、当发生大额申购或赎回情形时，基金管理人可以采用摆动定价机制，以确保基金估值的公平性。: [439, 692, 599, 697]
paragraph: 1、根据《基金法》《运作办法》及其他有关规定，基金管理人的权利包括但不限于：: [47, 824, 181, 829]
paragraph: 基金份额持有人大会的召集人发出召集会议的通知后，对原有提案的修改应当在基金份额持有人大会召开前及时公告。: [236, 1002, 417, 1012]
paragraph: 6、基金份额持有人大会费用；: [635, 315, 685, 320]
paragraph: 组织形式：股份有限公司: [47, 1299, 87, 1304]
paragraph: 当基金出现巨额赎回时，基金管理人可以根据基金当时的资产组合状况决定全额赎回或部分延期赎回。: [47, 328, 209, 333]
paragraph: 七、暂停估值的情形: [635, 134, 668, 139]
paragraph: （13）在法律法规允许的前提下，为基金的利益依法为基金进行融资；: [47, 934, 160, 939]
paragraph: 1、因不可抗力导致基金管理人不能支付赎回款项。: [47, 187, 129, 192]
paragraph: （7）监督基金管理人的投资运作；: [243, 348, 300, 353]
paragraph: （1）全额赎回：当基金管理人认为有能力支付投资人的全部赎回申请时，按正常赎回程序执行。: [47, 336, 201, 341]
paragraph: （5）基金管理人、登记机构、基金销售机构在法律法规规定的范围内调整有关申购、赎回、转换、非交易过户、转托管等业务规则；: [236, 664, 417, 674]
text-column-1: [40, 127, 221, 1319]
paragraph: E为C类基金份额前一日基金资产净值: [635, 505, 694, 510]
paragraph: 3、C类基金份额的销售服务费: [635, 469, 683, 474]
paragraph: （2）首次公开发行未上市的股票、债券和权证，采用估值技术确定公允价值，在估值技术难以可靠计量公允价值的情况下，按成本估值；: [432, 579, 613, 589]
paragraph: （11）严格按照《基金法》、基金合同及其他有关规定，履行信息披露及报告义务；: [47, 1083, 181, 1088]
paragraph: （一）基金托管人简况: [47, 1241, 83, 1245]
paragraph: 组织形式：有限责任公司: [47, 786, 87, 791]
paragraph: 本基金股票资产占基金资产的比例为60%-95%；每个交易日日终在扣除股指期货、国债期货和股票期权合约需缴纳的交易保证金后，现金或者到期日在一年以内的政府债券投资比例合计不低于基金资产净值的5%，其中现金不包括结算备付金、存出保证金和应收申购款等。: [432, 228, 613, 245]
paragraph: （9）法律法规及中国证监会规定的和基金合同约定的其他义务。: [243, 445, 346, 450]
paragraph: 1、估值错误类型: [439, 820, 467, 825]
paragraph: 在通讯开会的情况下，首先由召集人提前30日公布提案，在所通知的表决截止日期后2个工作日内在公证机关监督下由召集人统计全部有效表决，在公证机关监督下形成决议。: [236, 1075, 417, 1086]
paragraph: （2）通讯开会: [243, 1067, 267, 1072]
paragraph: （4）配备足够的具有专业资格的人员进行基金投资分析、决策，以专业化的经营方式管理和运作基金财产；: [47, 1014, 219, 1018]
paragraph: （一）基金管理人简况: [47, 733, 83, 738]
paragraph: 本基金实施侧袋机制的，与侧袋账户有关的费用可以从侧袋账户中列支，但应待侧袋账户资产变现后方可列支，有关费用可酌情收取或减免，但不得收取管理费，详见招募说明书的规定。: [628, 586, 809, 597]
paragraph: 基金托管人根据相关法律法规、规范性文件为本基金开立资金账户、证券账户以及投资所需的其他专用账户。开立的基金专用账户与基金管理人、基金托管人、基金销售机构和基金登记机构自有的财产账户以及其他基金财产账户相独立。: [432, 296, 613, 312]
paragraph: 本基金运作过程中涉及的各纳税主体，其纳税义务按国家税收法律、法规执行。基金财产投资的相关税收，由基金份额持有人承担，基金管理人或者其他扣缴义务人按照国家有关税收征收的规定代扣代缴。: [628, 607, 809, 618]
paragraph: 4、同一证券同时在两个或两个以上市场交易的，按证券所处的市场分别估值。: [439, 624, 564, 629]
paragraph: 发生下列情形时，基金管理人可暂停接受投资人的赎回申请或延缓支付赎回款项：: [47, 179, 177, 184]
text-column-4: [628, 127, 809, 1218]
masthead: [30, 40, 827, 90]
paragraph: 如基金管理人或基金托管人发现基金估值违反基金合同订明的估值方法、程序及相关法律法规的规定或者未能充分维护基金份额持有人利益时，应立即通知对方，共同查明原因，双方协商解决。: [432, 707, 613, 717]
paragraph: （3）更换基金托管人；: [243, 520, 282, 525]
